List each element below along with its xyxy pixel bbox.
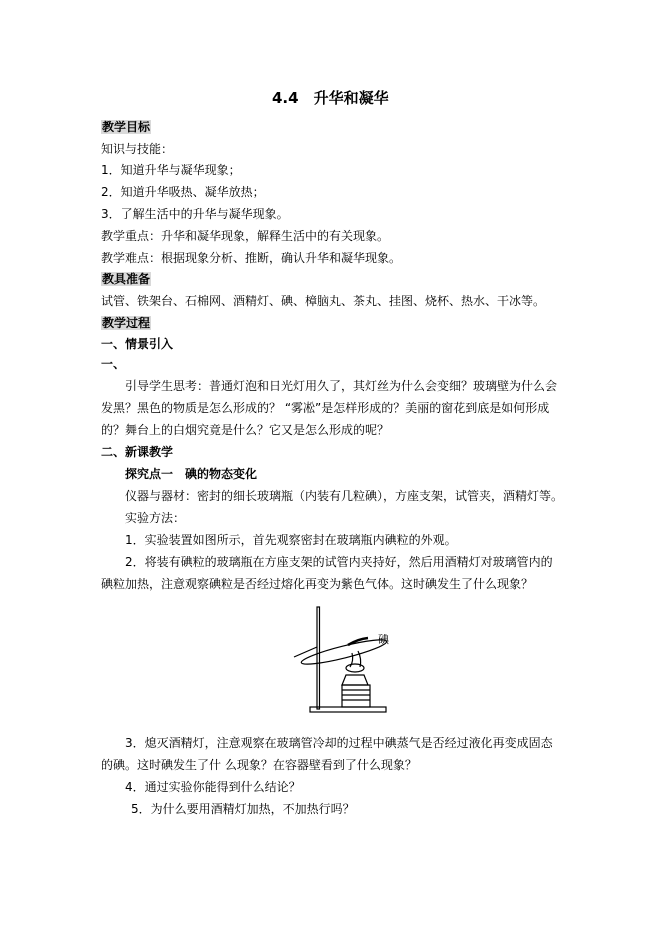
goal-item-3: 3．了解生活中的升华与凝华现象。 bbox=[101, 207, 289, 221]
goal-item-1: 1．知道升华与凝华现象； bbox=[101, 163, 241, 177]
intro-line-2: 发黑？黑色的物质是怎么形成的？ “雾凇”是怎样形成的？美丽的窗花到底是如何形成 bbox=[101, 401, 550, 415]
part1-heading: 一、情景引入 bbox=[101, 337, 174, 351]
part2-heading: 二、新课教学 bbox=[101, 445, 174, 459]
section-goals-heading bbox=[101, 119, 151, 135]
step-2-line-2: 碘粒加热，注意观察碘粒是否经过熔化再变为紫色气体。这时碘发生了什么现象？ bbox=[101, 577, 534, 591]
section-tools-label: 教具准备 bbox=[102, 272, 151, 286]
section-process-label: 教学过程 bbox=[102, 316, 151, 330]
goal-item-2: 2．知道升华吸热、凝华放热； bbox=[101, 185, 265, 199]
step-1: 1．实验装置如图所示，首先观察密封在玻璃瓶内碘粒的外观。 bbox=[125, 533, 457, 547]
page-title: 4.4 升华和凝华 bbox=[272, 89, 389, 107]
knowledge-label: 知识与技能： bbox=[101, 142, 174, 156]
iodine-experiment-figure bbox=[292, 605, 392, 715]
teaching-difficult-point: 教学难点：根据现象分析、推断，确认升华和凝华现象。 bbox=[101, 251, 402, 265]
explore-point-1: 探究点一 碘的物态变化 bbox=[125, 467, 258, 481]
alcohol-lamp bbox=[342, 675, 368, 685]
figure-iodine-label: 碘 bbox=[378, 633, 389, 646]
intro-line-3: 的？舞台上的白烟究竟是什么？它又是怎么形成的呢？ bbox=[101, 423, 390, 437]
intro-line-1: 引导学生思考：普通灯泡和日光灯用久了，其灯丝为什么会变细？玻璃壁为什么会 bbox=[125, 379, 558, 393]
glass-tube bbox=[300, 636, 388, 669]
step-2-line-1: 2．将装有碘粒的玻璃瓶在方座支架的试管内夹持好，然后用酒精灯对玻璃管内的 bbox=[125, 555, 553, 569]
stand-rod bbox=[317, 607, 320, 709]
section-tools-heading bbox=[101, 271, 151, 287]
step-5: 5．为什么要用酒精灯加热，不加热行吗？ bbox=[131, 802, 355, 816]
equipment-text: 仪器与器材：密封的细长玻璃瓶（内装有几粒碘），方座支架，试管夹，酒精灯等。 bbox=[125, 489, 564, 503]
method-label: 实验方法： bbox=[125, 511, 186, 525]
section-goals-label: 教学目标 bbox=[102, 120, 151, 134]
part1-subheading: 一、 bbox=[101, 357, 126, 371]
teaching-key-point: 教学重点：升华和凝华现象，解释生活中的有关现象。 bbox=[101, 229, 390, 243]
section-process-heading bbox=[101, 315, 151, 331]
lamp-block bbox=[342, 685, 370, 707]
step-4: 4．通过实验你能得到什么结论？ bbox=[125, 780, 301, 794]
step-3-line-1: 3．熄灭酒精灯，注意观察在玻璃管冷却的过程中碘蒸气是否经过液化再变成固态 bbox=[125, 736, 553, 750]
burner-top bbox=[346, 664, 364, 672]
stand-base bbox=[310, 707, 386, 712]
tools-list: 试管、铁架台、石棉网、酒精灯、碘、樟脑丸、茶丸、挂图、烧杯、热水、干冰等。 bbox=[101, 294, 546, 308]
step-3-line-2: 的碘。这时碘发生了什 么现象？在容器壁看到了什么现象？ bbox=[101, 758, 417, 772]
